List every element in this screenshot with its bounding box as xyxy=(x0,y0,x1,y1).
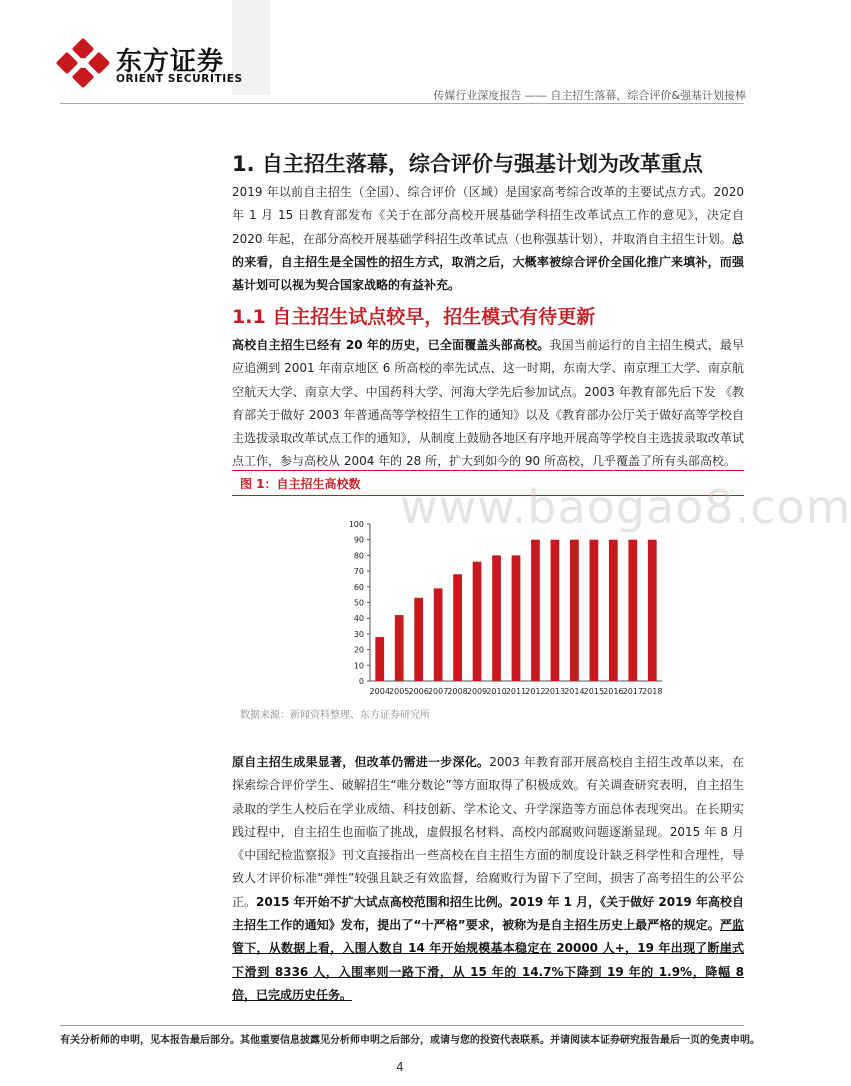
x-tick-label: 2011 xyxy=(505,687,527,696)
x-tick-label: 2004 xyxy=(369,687,390,696)
closing-data-highlight: 严监管下，从数据上看，入围人数自 14 年开始规模基本稳定在 20000 人+，19 年出现了断崖式下滑到 8336 人，入围率则一路下滑，从 15 年的 14.7%下降到 19 年的 1.9%，降幅 8 倍，已完成历史任务。 xyxy=(232,918,744,1002)
figure-top-rule xyxy=(232,470,744,471)
bar-2018 xyxy=(648,540,657,681)
bar-2014 xyxy=(570,540,579,681)
x-tick-label: 2009 xyxy=(466,687,488,696)
closing-policy: 2015 年开始不扩大试点高校范围和招生比例。2019 年 1 月，《关于做好 2019 年高校自主招生工作的通知》发布，提出了“十严格”要求，被称为是自主招生历史上最严格的规定。 xyxy=(232,894,744,933)
bar-2008 xyxy=(453,574,462,681)
bar-2016 xyxy=(609,540,618,681)
section-title: 1. 自主招生落幕，综合评价与强基计划为改革重点 xyxy=(232,152,703,176)
intro-conclusion: 总的来看，自主招生是全国性的招生方式，取消之后，大概率被综合评价全国化推广来填补，而强基计划可以视为契合国家战略的有益补充。 xyxy=(232,231,744,293)
x-tick-label: 2015 xyxy=(583,687,605,696)
y-tick-label: 40 xyxy=(353,614,364,624)
subsection-paragraph xyxy=(232,334,744,474)
subsection-text: 我国当前运行的自主招生模式，最早应追溯到 2001 年南京地区 6 所高校的率先试点，这一时期，东南大学、南京理工大学、南京航空航天大学、南京大学、中国药科大学、河海大学先后参加试点。2003 年教育部先后下发 《教育部关于做好 2003 年普通高等学校招生工作的通知》以及《教育部办公厅关于做好高等学校自主选拔录取改革试点工作的通知》，从制度上鼓励各地区有序地开展高等学校自主选拔录取改革试点工作，参与高校从 2004 年的 28 所，扩大到如今的 90 所高校，几乎覆盖了所有头部高校。 xyxy=(232,338,744,469)
y-tick-label: 80 xyxy=(353,551,364,561)
x-tick-label: 2005 xyxy=(389,687,410,696)
subsection-title: 1.1 自主招生试点较早，招生模式有待更新 xyxy=(232,306,596,328)
bar-2006 xyxy=(414,598,423,681)
bar-2017 xyxy=(628,540,637,681)
bar-2007 xyxy=(434,588,443,681)
figure-title: 图 1：自主招生高校数 xyxy=(240,477,361,491)
bar-2012 xyxy=(531,540,540,681)
watermark: www.baogao8.com xyxy=(400,480,851,534)
bar-2004 xyxy=(375,637,384,681)
x-tick-label: 2018 xyxy=(642,687,663,696)
header-divider xyxy=(60,103,744,104)
closing-text: 2003 年教育部开展高校自主招生改革以来，在探索综合评价学生、破解招生“唯分数论”等方面取得了积极成效。有关调查研究表明，自主招生录取的学生人校后在学业成绩、科技创新、学术论文、升学深造等方面总体表现突出。在长期实践过程中，自主招生也面临了挑战，虚假报名材料、高校内部腐败问题逐渐显现。2015 年 8 月《中国纪检监察报》刊文直接指出一些高校在自主招生方面的制度设计缺乏科学性和合理性，导致人才评价标准“弹性”较强且缺乏有效监督，给腐败行为留下了空间，损害了高考招生的公平公正。 xyxy=(232,755,744,909)
bar-chart xyxy=(330,515,670,700)
x-tick-label: 2013 xyxy=(544,687,566,696)
bar-2015 xyxy=(589,540,598,681)
orient-securities-logo-icon xyxy=(58,40,108,86)
bar-2013 xyxy=(551,540,560,681)
y-tick-label: 70 xyxy=(353,567,364,577)
section-intro-paragraph xyxy=(232,181,744,297)
x-tick-label: 2007 xyxy=(427,687,449,696)
subsection-lead: 高校自主招生已经有 20 年的历史，已全面覆盖头部高校。 xyxy=(232,338,550,352)
bar-2010 xyxy=(492,555,501,681)
brand-name-cn: 东方证券 xyxy=(116,47,225,77)
brand-name-en: ORIENT SECURITIES xyxy=(116,73,243,85)
closing-lead: 原自主招生成果显著，但改革仍需进一步深化。 xyxy=(232,755,490,769)
x-tick-label: 2008 xyxy=(447,687,468,696)
figure-source: 数据来源：新闻资料整理、东方证券研究所 xyxy=(240,710,430,721)
x-tick-label: 2016 xyxy=(603,687,624,696)
y-tick-label: 100 xyxy=(348,520,364,529)
x-tick-label: 2014 xyxy=(564,687,585,696)
x-tick-label: 2006 xyxy=(408,687,429,696)
footer-disclaimer: 有关分析师的申明，见本报告最后部分。其他重要信息披露见分析师申明之后部分，或请与您的投资代表联系。并请阅读本证券研究报告最后一页的免责申明。 xyxy=(60,1035,760,1046)
y-tick-label: 30 xyxy=(353,629,364,639)
y-tick-label: 60 xyxy=(353,582,364,592)
intro-text: 2019 年以前自主招生（全国）、综合评价（区域）是国家高考综合改革的主要试点方式。2020 年 1 月 15 日教育部发布《关于在部分高校开展基础学科招生改革试点工作的意见》，决定自 2020 年起，在部分高校开展基础学科招生改革试点（也称强基计划），并取消自主招生计划。 xyxy=(232,185,744,246)
y-tick-label: 20 xyxy=(353,645,364,655)
report-title-line: 传媒行业深度报告 —— 自主招生落幕，综合评价&强基计划接棒 xyxy=(433,89,746,102)
footer-divider xyxy=(60,1025,744,1026)
y-tick-label: 0 xyxy=(358,677,364,686)
y-tick-label: 50 xyxy=(353,598,364,608)
x-tick-label: 2017 xyxy=(622,687,643,696)
page-number: 4 xyxy=(396,1060,404,1074)
bar-2009 xyxy=(473,562,482,681)
closing-paragraph xyxy=(232,751,744,1007)
x-tick-label: 2010 xyxy=(486,687,507,696)
bar-2005 xyxy=(395,615,404,681)
y-tick-label: 10 xyxy=(353,661,364,671)
x-tick-label: 2012 xyxy=(525,687,546,696)
bar-2011 xyxy=(512,555,521,681)
y-tick-label: 90 xyxy=(353,535,364,545)
